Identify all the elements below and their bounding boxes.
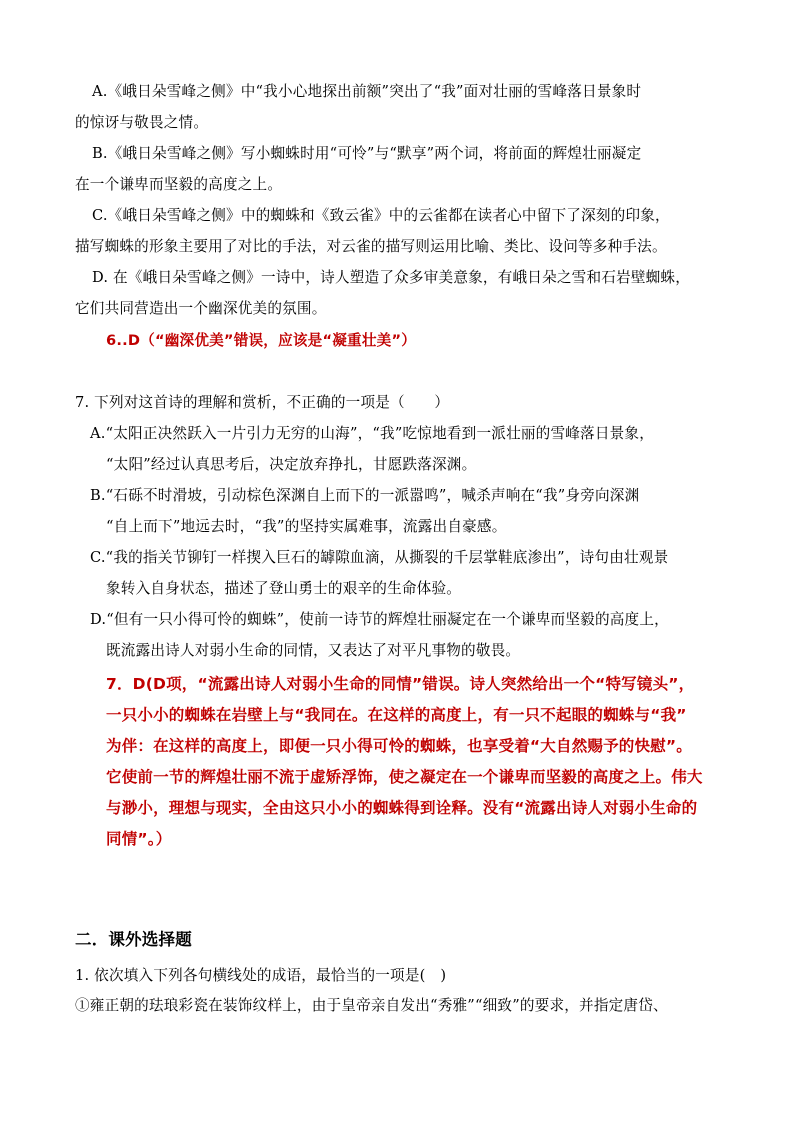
- q7-answer-line1: 7．D(D项，“流露出诗人对弱小生命的同情”错误。诗人突然给出一个“特写镜头”，: [106, 675, 695, 693]
- q6-option-b-line1: B.《峨日朵雪峰之侧》写小蜘蛛时用“可怜”与“默享”两个词，将前面的辉煌壮丽凝定: [92, 145, 642, 162]
- q6-option-a-line1: A.《峨日朵雪峰之侧》中“我小心地探出前额”突出了“我”面对壮丽的雪峰落日景象时: [92, 83, 642, 100]
- q7-answer-line5: 与渺小，理想与现实，全由这只小小的蜘蛛得到诠释。没有“流露出诗人对弱小生命的: [106, 799, 698, 817]
- q7-option-d-line2: 既流露出诗人对弱小生命的同情，又表达了对平凡事物的敬畏。: [106, 642, 521, 659]
- q6-answer: 6..D（“幽深优美”错误，应该是“凝重壮美”）: [106, 332, 417, 349]
- q6-option-b-line2: 在一个谦卑而坚毅的高度之上。: [75, 176, 283, 193]
- section2-q1-line1: ①雍正朝的珐琅彩瓷在装饰纹样上，由于皇帝亲自发出“秀雅”“细致”的要求，并指定唐岱、: [75, 997, 668, 1014]
- q6-option-c-line2: 描写蜘蛛的形象主要用了对比的手法，对云雀的描写则运用比喻、类比、设问等多种手法。: [75, 238, 667, 255]
- q7-stem: 7. 下列对这首诗的理解和赏析，不正确的一项是（ ）: [75, 394, 450, 411]
- q7-option-c-line1: C.“我的指关节铆钉一样揳入巨石的罅隙血滴，从撕裂的千层掌鞋底渗出”，诗句由壮观景: [90, 549, 669, 566]
- q7-answer-line6: 同情”。）: [106, 830, 172, 848]
- q7-option-b-line1: B.“石砾不时滑坡，引动棕色深渊自上而下的一派嚣鸣”，喊杀声响在“我”身旁向深渊: [90, 487, 640, 504]
- section2-q1-stem: 1. 依次填入下列各句横线处的成语，最恰当的一项是( ): [75, 967, 447, 984]
- q7-answer-line2: 一只小小的蜘蛛在岩壁上与“我同在。在这样的高度上，有一只不起眼的蜘蛛与“我”: [106, 706, 687, 724]
- q7-option-a-line1: A.“太阳正决然跃入一片引力无穷的山海”，“我”吃惊地看到一派壮丽的雪峰落日景象，: [90, 425, 655, 442]
- q7-option-d-line1: D.“但有一只小得可怜的蜘蛛”，使前一诗节的辉煌壮丽凝定在一个谦卑而坚毅的高度上，: [90, 611, 669, 628]
- q7-answer-line3: 为伴：在这样的高度上，即便一只小得可怜的蜘蛛，也享受着“大自然赐予的快慰”。: [106, 737, 692, 755]
- q6-option-d-line2: 它们共同营造出一个幽深优美的氛围。: [75, 300, 327, 317]
- q7-option-a-line2: “太阳”经过认真思考后，决定放弃挣扎，甘愿跌落深渊。: [106, 456, 477, 473]
- q7-answer-line4: 它使前一节的辉煌壮丽不流于虚矫浮饰，使之凝定在一个谦卑而坚毅的高度之上。伟大: [106, 768, 703, 786]
- q7-option-c-line2: 象转入自身状态，描述了登山勇士的艰辛的生命体验。: [106, 580, 462, 597]
- section2-heading: 二．课外选择题: [75, 930, 192, 949]
- q6-option-d-line1: D. 在《峨日朵雪峰之侧》一诗中，诗人塑造了众多审美意象，有峨日朵之雪和石岩壁蜘蛛，: [92, 269, 691, 286]
- q6-option-c-line1: C.《峨日朵雪峰之侧》中的蜘蛛和《致云雀》中的云雀都在读者心中留下了深刻的印象，: [92, 207, 670, 224]
- q7-option-b-line2: “自上而下”地远去时，“我”的坚持实属难事，流露出自豪感。: [106, 518, 507, 535]
- q6-option-a-line2: 的惊讶与敬畏之情。: [75, 114, 209, 131]
